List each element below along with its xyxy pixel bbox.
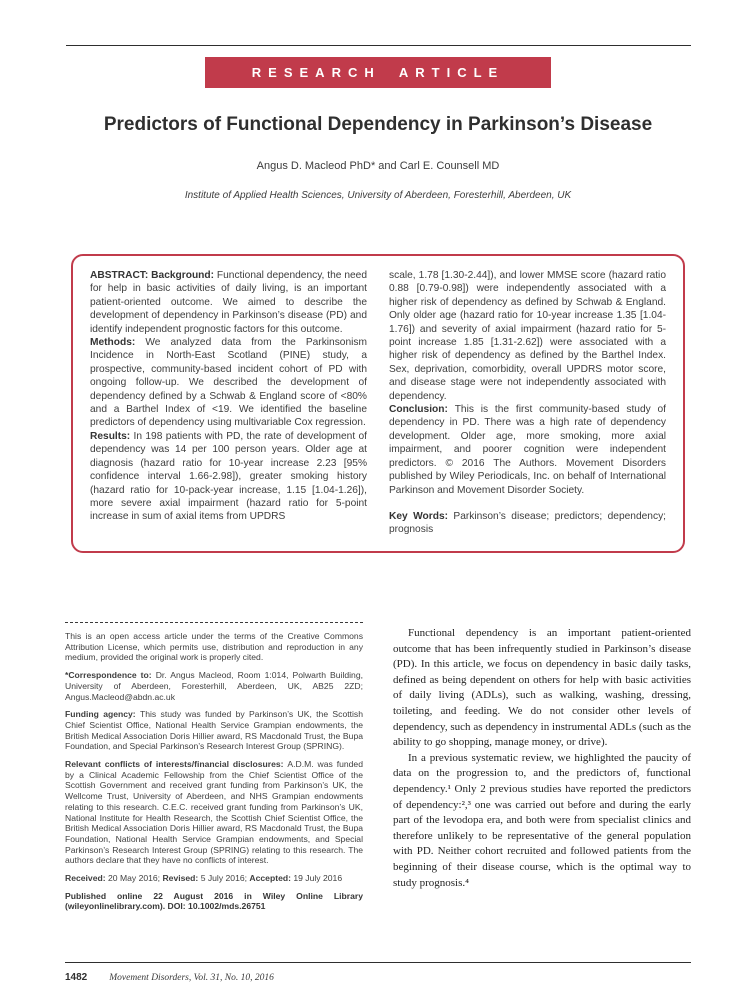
affiliation: Institute of Applied Health Sciences, University of Aberdeen, Foresterhill, Aberdeen, UK	[184, 190, 572, 201]
footnote-published-doi: Published online 22 August 2016 in Wiley Online Library (wileyonlinelibrary.com). DOI: 10.1002/mds.26751	[65, 890, 363, 912]
abstract-lead-background: ABSTRACT: Background:	[90, 270, 217, 281]
abstract-paragraph-keywords	[389, 510, 666, 537]
footnote-conflicts-lead: Relevant conflicts of interests/financial disclosures:	[65, 759, 288, 770]
footnote-open-access: This is an open access article under the terms of the Creative Commons Attribution License, which permits use, distribution and reproduction in any medium, provided the original work is properly cited.	[65, 631, 363, 663]
footnote-revised-label: Revised:	[162, 873, 201, 884]
footnote-accepted-value: 19 July 2016	[293, 873, 343, 884]
footnote-correspondence-text: Dr. Angus Macleod, Room 1:014, Polwarth Building, University of Aberdeen, Foresterhill, Aberdeen, UK, AB25 2ZD; Angus.Macleod@abdn.ac.uk	[65, 670, 363, 702]
abstract-paragraph-results-continued	[389, 269, 666, 403]
abstract-text-methods: We analyzed data from the Parkinsonism Incidence in North-East Scotland (PINE) study, a prospective, community-based incident cohort of PD with ongoing follow-up. We described the development of dependency defined by a Schwab & England score of <80% and a Barthel Index of <19. We identified the baseline predictors of dependency using multivariable Cox regression.	[90, 337, 367, 429]
abstract-paragraph-background	[90, 269, 367, 336]
footnote-funding	[65, 709, 363, 752]
footnote-conflicts	[65, 759, 363, 866]
abstract-lead-conclusion: Conclusion:	[389, 404, 455, 416]
abstract-lead-keywords: Key Words:	[389, 510, 454, 522]
footer-rule	[65, 962, 691, 963]
footnote-conflicts-text: A.D.M. was funded by a Clinical Academic Fellowship from the Chief Scientist Office of the Scottish Government and received grant funding from Parkinson’s UK, the Wellcome Trust, University of Aberdeen, and NHS Grampian endowments relating to this research. C.E.C. received grant funding from Parkinson’s UK, National Institute for Health Research, the Scottish Chief Scientist Office, the British Medical Association Doris Hillier award, RS Macdonald Trust, the Bupa Foundation, National Health Service Grampian endowments, and Special Parkinson’s Research Interest Group (SPRING) relating to this research. The authors declare that they have no conflicts of interest.	[65, 759, 363, 866]
abstract-right-column	[389, 269, 666, 537]
abstract-lead-methods: Methods:	[90, 337, 146, 349]
abstract-text-keywords: Parkinson’s disease; predictors; dependency; prognosis	[389, 510, 666, 536]
footnote-dates	[65, 873, 363, 884]
abstract-text-results: In 198 patients with PD, the rate of development of dependency was 14 per 100 person years. Older age at diagnosis (hazard ratio for 10-year increase 2.23 [95% confidence interval 1.66-2.98]), greater smoking history (hazard ratio for 10-pack-year increase, 1.15 [1.04-1.26]), more severe axial impairment (hazard ratio for 5-point increase in sum of axial items from UPDRS	[90, 430, 367, 523]
abstract-paragraph-conclusion	[389, 403, 666, 497]
research-article-banner	[205, 57, 551, 88]
abstract-text-results-continued: scale, 1.78 [1.30-2.44]), and lower MMSE score (hazard ratio 0.88 [0.79-0.98]) were independently associated with a higher risk of dependency as defined by Schwab & England. Only older age (hazard ratio for 10-year increase 1.35 [1.04-1.76]) and severity of axial impairment (hazard ratio for 5-point increase 1.85 [1.31-2.62]) were associated with a higher risk of dependency as defined by the Barthel Index. Sex, deprivation, comorbidity, overall UPDRS motor score, and disease stage were not independently associated with dependency.	[389, 270, 666, 402]
footnote-accepted-label: Accepted:	[249, 873, 294, 884]
body-paragraph: In a previous systematic review, we highlighted the paucity of data on the progression to, and the predictors of, functional dependency.¹ Only 2 previous studies have reported the predictors of dependency:²,³ one was carried out before and during the early part of the levodopa era, and both were from specialist clinics and therefore unlikely to be representative of the general population with PD. Neither cohort recruited and followed patients from the beginning of their disease course, which is the optimal way to study prognosis.⁴	[393, 751, 691, 889]
main-text-column	[393, 622, 691, 919]
page-number: 1482	[65, 972, 88, 983]
abstract-lead-results: Results:	[90, 430, 134, 442]
abstract-left-column	[90, 269, 367, 537]
journal-reference: Movement Disorders, Vol. 31, No. 10, 2016	[109, 973, 274, 983]
abstract-text-background: Functional dependency, the need for help in basic activities of daily living, is an important patient-oriented outcome. We aimed to describe the development of dependency in Parkinson’s disease (PD) and identify independent prognostic factors for this outcome.	[90, 270, 367, 335]
dashed-rule	[65, 622, 363, 623]
footnote-funding-text: This study was funded by Parkinson’s UK, the Scottish Chief Scientist Office, National Health Service Grampian endowments, the British Medical Association Doris Hillier award, RS Macdonald Trust, the Bupa Foundation, and Special Parkinson’s Research Interest Group (SPRING).	[65, 709, 363, 752]
footnote-received-label: Received:	[65, 873, 108, 884]
abstract-text-conclusion: This is the first community-based study of dependency in PD. There was a high rate of dependency development. Older age, more smoking, more axial impairment, and poorer cognition were independent predictors. © 2016 The Authors. Movement Disorders published by Wiley Periodicals, Inc. on behalf of International Parkinson and Movement Disorder Society.	[389, 404, 667, 496]
footer	[65, 972, 274, 983]
footnote-funding-lead: Funding agency:	[65, 709, 140, 720]
banner-label: RESEARCH ARTICLE	[251, 65, 505, 80]
paper-title: Predictors of Functional Dependency in Parkinson’s Disease	[103, 114, 653, 135]
abstract-paragraph-methods	[90, 336, 367, 430]
authors: Angus D. Macleod PhD* and Carl E. Counsell MD	[256, 160, 500, 172]
abstract-box	[71, 254, 685, 553]
footnote-correspondence-lead: *Correspondence to:	[65, 670, 156, 681]
abstract-paragraph-results	[90, 430, 367, 524]
top-rule	[66, 45, 691, 46]
footnote-received-value: 20 May 2016;	[108, 873, 163, 884]
body-columns	[65, 622, 691, 919]
footnote-revised-value: 5 July 2016;	[200, 873, 250, 884]
body-paragraph: Functional dependency is an important patient-oriented outcome that has been infrequently studied in Parkinson’s disease (PD). In this article, we focus on dependency in basic daily tasks, defined as being dependent on others for help with basic activities of daily living (ADLs), such as walking, washing, dressing, toileting, and feeding. We do not consider other levels of dependency, such as dependency in instrumental ADLs (such as the ability to go shopping, manage money, or drive).	[393, 627, 691, 749]
footnotes-column	[65, 622, 363, 919]
footnote-correspondence	[65, 670, 363, 702]
